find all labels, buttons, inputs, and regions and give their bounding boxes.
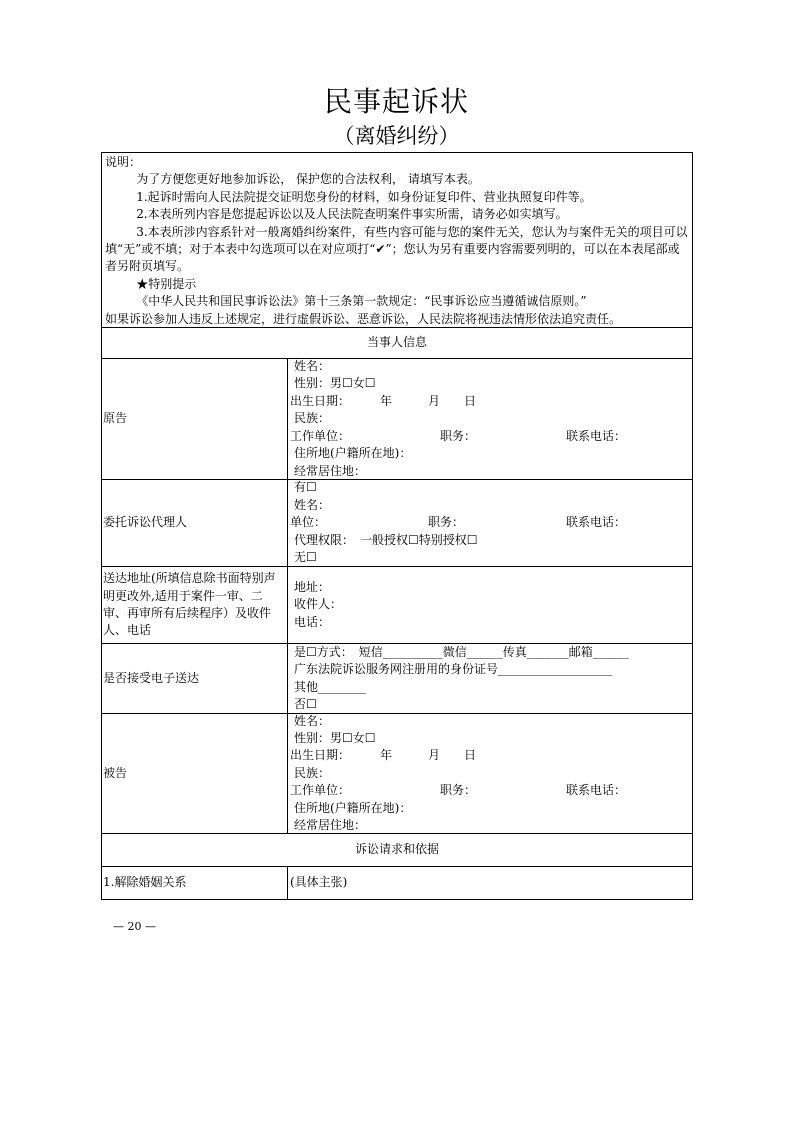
notice-line: 如果诉讼参加人违反上述规定，进行虚假诉讼、恶意诉讼，人民法院将视违法情形依法追究责任。: [105, 311, 622, 326]
service-fields[interactable]: [288, 567, 692, 643]
service-address-label: 送达地址(所填信息除书面特别声明更改外,适用于案件一审、二审、再审所有后续程序）及收件人、电话: [102, 567, 288, 643]
field-residence[interactable]: 经常居住地：: [294, 818, 367, 833]
plaintiff-fields[interactable]: [288, 359, 692, 479]
electronic-service-row: [102, 643, 692, 713]
claim-row: [102, 866, 692, 899]
field-id-number[interactable]: 广东法院诉讼服务网注册用的身份证号___________________: [294, 662, 613, 677]
field-methods[interactable]: 是☐方式： 短信__________微信______传真_______邮箱______: [294, 644, 629, 659]
field-birthdate[interactable]: 出生日期： 年 月 日: [290, 748, 477, 763]
document-subtitle: （离婚纠纷）: [333, 124, 460, 148]
checkbox-has-agent[interactable]: 有☐: [294, 480, 317, 495]
field-ethnicity[interactable]: 民族：: [294, 765, 331, 780]
field-phone[interactable]: 电话：: [294, 614, 331, 629]
instructions-heading: 说明：: [105, 155, 142, 169]
field-address[interactable]: 地址：: [294, 579, 331, 594]
defendant-fields[interactable]: [288, 714, 692, 833]
field-name[interactable]: 姓名：: [294, 713, 331, 728]
electronic-fields[interactable]: [288, 644, 692, 713]
section-title: 当事人信息: [366, 335, 427, 350]
complaint-form-table: [101, 152, 693, 900]
field-birthdate[interactable]: 出生日期： 年 月 日: [290, 393, 477, 408]
agent-fields[interactable]: [288, 480, 692, 566]
field-other[interactable]: 其他________: [294, 679, 367, 694]
notice-heading: ★特别提示: [136, 276, 197, 291]
field-name[interactable]: 姓名：: [294, 497, 331, 512]
checkbox-no-agent[interactable]: 无☐: [294, 550, 317, 565]
defendant-label: 被告: [102, 714, 288, 833]
claim-value[interactable]: (具体主张): [290, 875, 348, 890]
document-title: 民事起诉状: [323, 85, 469, 118]
field-residence[interactable]: 经常居住地：: [294, 463, 367, 478]
section-claims: [102, 833, 692, 866]
agent-label: 委托诉讼代理人: [102, 480, 288, 566]
field-gender[interactable]: 性别：男☐女☐: [294, 376, 376, 391]
field-domicile[interactable]: 住所地(户籍所在地)：: [294, 800, 412, 815]
field-unit[interactable]: 单位： 职务： 联系电话：: [290, 515, 627, 530]
field-employer[interactable]: 工作单位： 职务： 联系电话：: [290, 428, 627, 443]
agent-row: [102, 479, 692, 566]
field-ethnicity[interactable]: 民族：: [294, 411, 331, 426]
page-number: — 20 —: [113, 920, 156, 933]
field-authority[interactable]: 代理权限： 一般授权☐特别授权☐: [294, 532, 478, 547]
instruction-line: 2.本表所列内容是您提起诉讼以及人民法院查明案件事实所需，请务必如实填写。: [136, 207, 568, 222]
field-employer[interactable]: 工作单位： 职务： 联系电话：: [290, 783, 627, 798]
field-gender[interactable]: 性别：男☐女☐: [294, 730, 376, 745]
instructions-row: [102, 153, 692, 327]
notice-line: 《中华人民共和国民事诉讼法》第十三条第一款规定：“民事诉讼应当遵循诚信原则。”: [136, 294, 587, 309]
defendant-row: [102, 713, 692, 833]
plaintiff-label: 原告: [102, 359, 288, 479]
claim-label: 1.解除婚姻关系: [102, 867, 288, 899]
instruction-line: 3.本表所涉内容系针对一般离婚纠纷案件，有些内容可能与您的案件无关，您认为与案件无关的项目可以填“无”或不填；对于本表中勾选项可以在对应项打“✔”；您认为另有重要内容需要列明的，可以在本表尾部或者另附页填写。: [105, 224, 688, 274]
plaintiff-row: [102, 358, 692, 479]
field-recipient[interactable]: 收件人：: [294, 597, 343, 612]
section-title: 诉讼请求和依据: [354, 842, 439, 857]
electronic-service-label: 是否接受电子送达: [102, 644, 288, 713]
section-parties: [102, 327, 692, 358]
field-domicile[interactable]: 住所地(户籍所在地)：: [294, 446, 412, 461]
instruction-line: 1.起诉时需向人民法院提交证明您身份的材料，如身份证复印件、营业执照复印件等。: [136, 189, 592, 204]
checkbox-no[interactable]: 否☐: [294, 696, 317, 711]
instruction-line: 为了方便您更好地参加诉讼， 保护您的合法权利， 请填写本表。: [136, 172, 480, 187]
field-name[interactable]: 姓名：: [294, 359, 331, 374]
service-address-row: [102, 566, 692, 643]
